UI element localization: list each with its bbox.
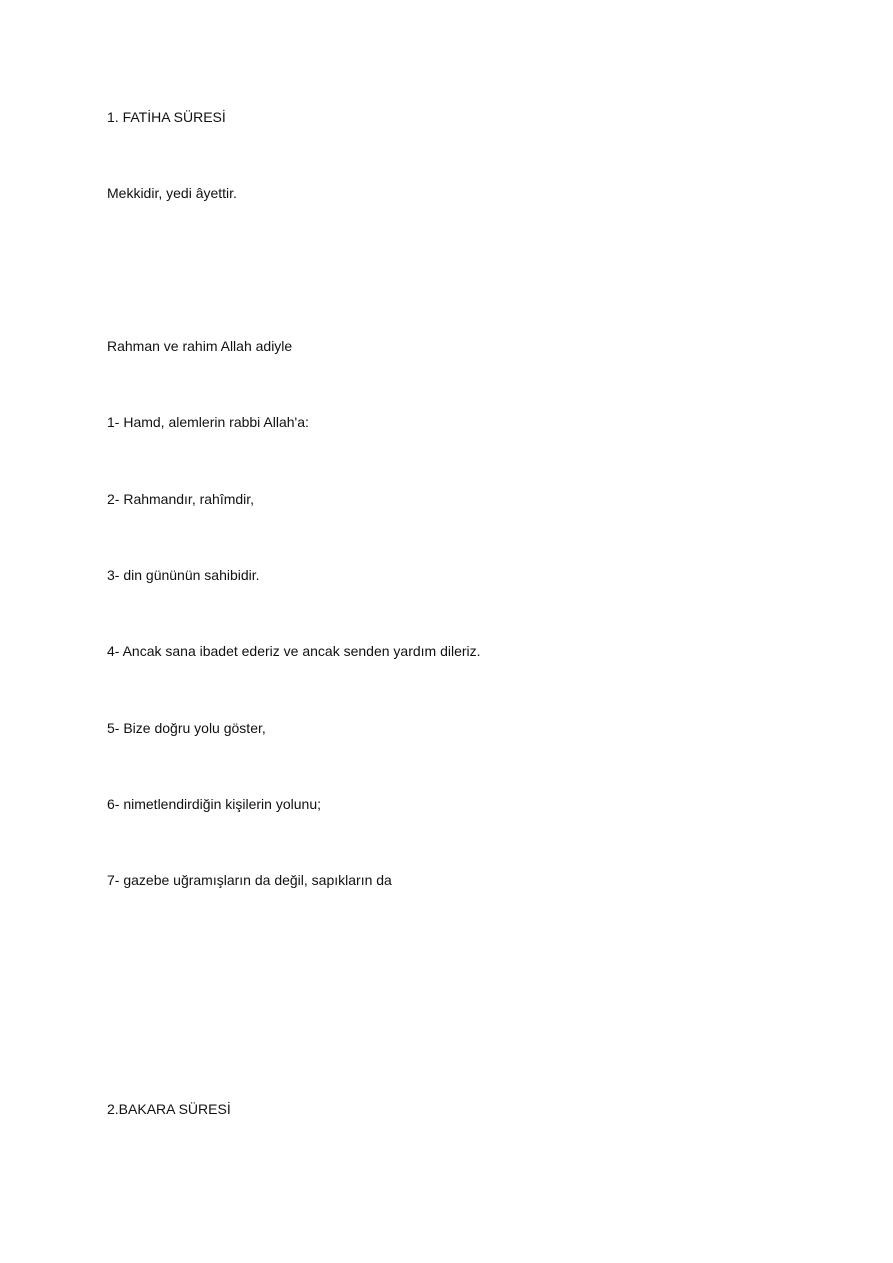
verse-line: 4- Ancak sana ibadet ederiz ve ancak senden yardım dileriz. <box>107 643 481 659</box>
next-sura-heading: 2.BAKARA SÜRESİ <box>107 1101 231 1117</box>
verse-line: 7- gazebe uğramışların da değil, sapıkların da <box>107 872 392 888</box>
verse-line: 2- Rahmandır, rahîmdir, <box>107 491 255 507</box>
verse-line: 1- Hamd, alemlerin rabbi Allah'a: <box>107 414 309 430</box>
sura-heading: 1. FATİHA SÜRESİ <box>107 109 226 125</box>
verse-line: 6- nimetlendirdiğin kişilerin yolunu; <box>107 796 321 812</box>
verse-line: 3- din gününün sahibidir. <box>107 567 260 583</box>
basmala-line: Rahman ve rahim Allah adiyle <box>107 338 293 354</box>
verse-line: 5- Bize doğru yolu göster, <box>107 720 266 736</box>
sura-subtitle: Mekkidir, yedi âyettir. <box>107 185 237 201</box>
